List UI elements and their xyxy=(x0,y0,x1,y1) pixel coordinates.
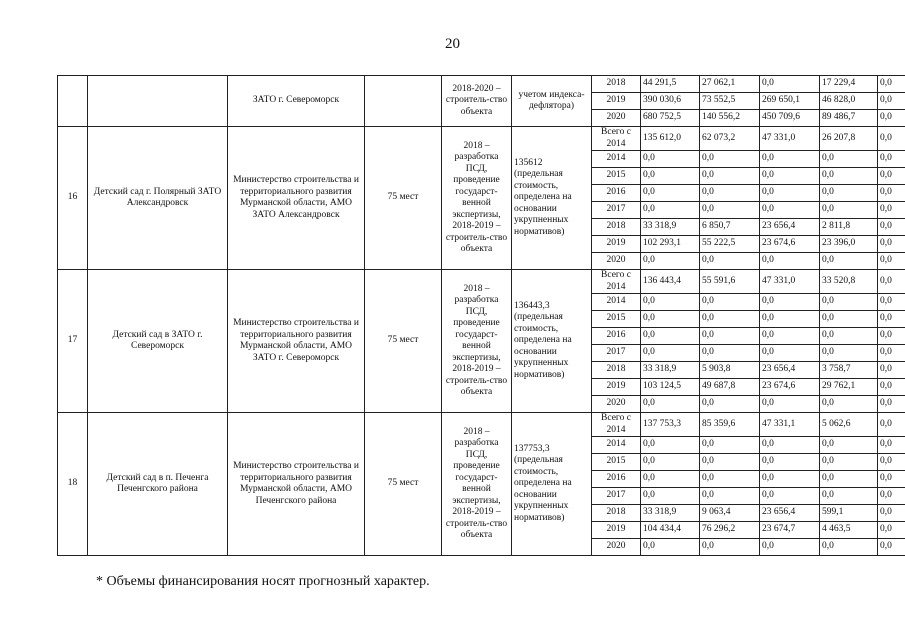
cost-cell: 137753,3 (предельная стоимость, определена на основании укрупненных нормативов) xyxy=(512,413,592,556)
year-cell: 2018 xyxy=(592,76,641,93)
customer-cell: Министерство строительства и территориального развития Мурманской области, АМО Печенгского района xyxy=(228,413,365,556)
customer-cell: Министерство строительства и территориального развития Мурманской области, АМО ЗАТО г. Североморск xyxy=(228,270,365,413)
value-cell: 0,0 xyxy=(641,328,700,345)
value-cell: 0,0 xyxy=(700,202,760,219)
value-cell: 23 674,6 xyxy=(760,236,820,253)
value-cell: 450 709,6 xyxy=(760,110,820,127)
year-cell: 2016 xyxy=(592,185,641,202)
value-cell: 0,0 xyxy=(878,311,905,328)
value-cell: 0,0 xyxy=(760,185,820,202)
value-cell: 0,0 xyxy=(700,151,760,168)
table-body xyxy=(58,76,905,556)
value-cell: 44 291,5 xyxy=(641,76,700,93)
value-cell: 269 650,1 xyxy=(760,93,820,110)
value-cell: 0,0 xyxy=(760,294,820,311)
value-cell: 0,0 xyxy=(760,76,820,93)
value-cell: 0,0 xyxy=(820,328,878,345)
value-cell: 47 331,1 xyxy=(760,413,820,437)
row-number-cell: 16 xyxy=(58,127,88,270)
value-cell: 0,0 xyxy=(820,311,878,328)
cost-cell: 135612 (предельная стоимость, определена на основании укрупненных нормативов) xyxy=(512,127,592,270)
value-cell: 23 674,7 xyxy=(760,522,820,539)
value-cell: 0,0 xyxy=(878,522,905,539)
year-cell: 2018 xyxy=(592,219,641,236)
value-cell: 0,0 xyxy=(760,488,820,505)
cost-cell: 136443,3 (предельная стоимость, определена на основании укрупненных нормативов) xyxy=(512,270,592,413)
table-row xyxy=(58,76,905,93)
value-cell: 0,0 xyxy=(878,488,905,505)
value-cell: 135 612,0 xyxy=(641,127,700,151)
value-cell: 0,0 xyxy=(700,328,760,345)
value-cell: 103 124,5 xyxy=(641,379,700,396)
value-cell: 27 062,1 xyxy=(700,76,760,93)
value-cell: 102 293,1 xyxy=(641,236,700,253)
value-cell: 0,0 xyxy=(820,202,878,219)
value-cell: 0,0 xyxy=(760,311,820,328)
page-number: 20 xyxy=(445,36,460,52)
value-cell: 33 318,9 xyxy=(641,362,700,379)
customer-cell: ЗАТО г. Североморск xyxy=(228,76,365,127)
value-cell: 0,0 xyxy=(878,168,905,185)
term-cell: 2018 – разработка ПСД, проведение государст-венной экспертизы, 2018-2019 – строитель-ство объекта xyxy=(442,270,512,413)
value-cell: 2 811,8 xyxy=(820,219,878,236)
value-cell: 62 073,2 xyxy=(700,127,760,151)
value-cell: 0,0 xyxy=(760,328,820,345)
term-cell: 2018 – разработка ПСД, проведение государст-венной экспертизы, 2018-2019 – строитель-ство объекта xyxy=(442,413,512,556)
financing-table xyxy=(57,75,905,556)
value-cell: 0,0 xyxy=(700,294,760,311)
value-cell: 5 062,6 xyxy=(820,413,878,437)
value-cell: 0,0 xyxy=(820,396,878,413)
value-cell: 0,0 xyxy=(641,202,700,219)
value-cell: 0,0 xyxy=(641,151,700,168)
term-cell: 2018-2020 – строитель-ство объекта xyxy=(442,76,512,127)
term-cell: 2018 – разработка ПСД, проведение государст-венной экспертизы, 2018-2019 – строитель-ство объекта xyxy=(442,127,512,270)
capacity-cell xyxy=(365,76,442,127)
value-cell: 0,0 xyxy=(878,345,905,362)
year-cell: 2018 xyxy=(592,362,641,379)
value-cell: 0,0 xyxy=(641,454,700,471)
value-cell: 0,0 xyxy=(820,454,878,471)
year-cell: Всего с 2014 xyxy=(592,413,641,437)
value-cell: 23 656,4 xyxy=(760,505,820,522)
value-cell: 73 552,5 xyxy=(700,93,760,110)
value-cell: 33 318,9 xyxy=(641,505,700,522)
value-cell: 0,0 xyxy=(878,413,905,437)
value-cell: 0,0 xyxy=(700,396,760,413)
value-cell: 0,0 xyxy=(878,539,905,556)
year-cell: Всего с 2014 xyxy=(592,270,641,294)
value-cell: 0,0 xyxy=(641,185,700,202)
value-cell: 0,0 xyxy=(700,454,760,471)
value-cell: 0,0 xyxy=(760,202,820,219)
value-cell: 104 434,4 xyxy=(641,522,700,539)
value-cell: 0,0 xyxy=(760,345,820,362)
year-cell: 2015 xyxy=(592,311,641,328)
customer-cell: Министерство строительства и территориального развития Мурманской области, АМО ЗАТО Александровск xyxy=(228,127,365,270)
value-cell: 0,0 xyxy=(700,345,760,362)
value-cell: 0,0 xyxy=(878,219,905,236)
value-cell: 0,0 xyxy=(641,471,700,488)
value-cell: 0,0 xyxy=(641,294,700,311)
value-cell: 0,0 xyxy=(820,345,878,362)
value-cell: 0,0 xyxy=(700,311,760,328)
value-cell: 680 752,5 xyxy=(641,110,700,127)
row-number-cell xyxy=(58,76,88,127)
value-cell: 29 762,1 xyxy=(820,379,878,396)
value-cell: 0,0 xyxy=(641,539,700,556)
value-cell: 6 850,7 xyxy=(700,219,760,236)
year-cell: 2014 xyxy=(592,294,641,311)
value-cell: 0,0 xyxy=(641,168,700,185)
value-cell: 0,0 xyxy=(641,345,700,362)
value-cell: 0,0 xyxy=(878,185,905,202)
footnote: * Объемы финансирования носят прогнозный характер. xyxy=(96,574,430,589)
object-name-cell xyxy=(88,76,228,127)
value-cell: 0,0 xyxy=(878,151,905,168)
year-cell: 2019 xyxy=(592,236,641,253)
year-cell: 2020 xyxy=(592,110,641,127)
value-cell: 0,0 xyxy=(760,539,820,556)
value-cell: 26 207,8 xyxy=(820,127,878,151)
value-cell: 0,0 xyxy=(700,471,760,488)
value-cell: 0,0 xyxy=(760,253,820,270)
value-cell: 0,0 xyxy=(641,396,700,413)
year-cell: 2017 xyxy=(592,345,641,362)
value-cell: 55 222,5 xyxy=(700,236,760,253)
year-cell: Всего с 2014 xyxy=(592,127,641,151)
value-cell: 0,0 xyxy=(700,539,760,556)
value-cell: 0,0 xyxy=(700,488,760,505)
value-cell: 85 359,6 xyxy=(700,413,760,437)
value-cell: 0,0 xyxy=(878,93,905,110)
value-cell: 0,0 xyxy=(878,379,905,396)
value-cell: 0,0 xyxy=(700,168,760,185)
row-number-cell: 17 xyxy=(58,270,88,413)
value-cell: 140 556,2 xyxy=(700,110,760,127)
object-name-cell: Детский сад в ЗАТО г. Североморск xyxy=(88,270,228,413)
year-cell: 2014 xyxy=(592,151,641,168)
value-cell: 599,1 xyxy=(820,505,878,522)
value-cell: 0,0 xyxy=(760,437,820,454)
value-cell: 76 296,2 xyxy=(700,522,760,539)
value-cell: 0,0 xyxy=(878,76,905,93)
object-name-cell: Детский сад г. Полярный ЗАТО Александровск xyxy=(88,127,228,270)
year-cell: 2019 xyxy=(592,522,641,539)
cost-cell: учетом индекса-дефлятора) xyxy=(512,76,592,127)
value-cell: 47 331,0 xyxy=(760,127,820,151)
value-cell: 0,0 xyxy=(878,437,905,454)
value-cell: 0,0 xyxy=(641,437,700,454)
value-cell: 0,0 xyxy=(641,311,700,328)
year-cell: 2018 xyxy=(592,505,641,522)
value-cell: 0,0 xyxy=(878,454,905,471)
value-cell: 0,0 xyxy=(700,253,760,270)
value-cell: 49 687,8 xyxy=(700,379,760,396)
value-cell: 0,0 xyxy=(878,236,905,253)
value-cell: 0,0 xyxy=(820,471,878,488)
value-cell: 0,0 xyxy=(700,185,760,202)
value-cell: 0,0 xyxy=(878,127,905,151)
year-cell: 2015 xyxy=(592,454,641,471)
value-cell: 47 331,0 xyxy=(760,270,820,294)
value-cell: 23 656,4 xyxy=(760,362,820,379)
value-cell: 0,0 xyxy=(820,185,878,202)
value-cell: 23 396,0 xyxy=(820,236,878,253)
value-cell: 17 229,4 xyxy=(820,76,878,93)
value-cell: 0,0 xyxy=(760,471,820,488)
value-cell: 33 520,8 xyxy=(820,270,878,294)
value-cell: 0,0 xyxy=(878,328,905,345)
value-cell: 0,0 xyxy=(878,362,905,379)
table-row xyxy=(58,413,905,437)
value-cell: 33 318,9 xyxy=(641,219,700,236)
capacity-cell: 75 мест xyxy=(365,413,442,556)
year-cell: 2017 xyxy=(592,202,641,219)
year-cell: 2020 xyxy=(592,396,641,413)
value-cell: 0,0 xyxy=(820,294,878,311)
value-cell: 0,0 xyxy=(820,539,878,556)
value-cell: 0,0 xyxy=(878,471,905,488)
year-cell: 2019 xyxy=(592,379,641,396)
value-cell: 0,0 xyxy=(878,253,905,270)
value-cell: 0,0 xyxy=(878,110,905,127)
table-row xyxy=(58,127,905,151)
value-cell: 0,0 xyxy=(641,253,700,270)
value-cell: 4 463,5 xyxy=(820,522,878,539)
year-cell: 2014 xyxy=(592,437,641,454)
value-cell: 9 063,4 xyxy=(700,505,760,522)
value-cell: 0,0 xyxy=(878,505,905,522)
value-cell: 0,0 xyxy=(878,270,905,294)
value-cell: 3 758,7 xyxy=(820,362,878,379)
year-cell: 2015 xyxy=(592,168,641,185)
value-cell: 0,0 xyxy=(700,437,760,454)
value-cell: 0,0 xyxy=(878,396,905,413)
value-cell: 5 903,8 xyxy=(700,362,760,379)
value-cell: 46 828,0 xyxy=(820,93,878,110)
year-cell: 2017 xyxy=(592,488,641,505)
value-cell: 89 486,7 xyxy=(820,110,878,127)
year-cell: 2020 xyxy=(592,539,641,556)
value-cell: 0,0 xyxy=(760,396,820,413)
value-cell: 0,0 xyxy=(760,454,820,471)
value-cell: 136 443,4 xyxy=(641,270,700,294)
value-cell: 0,0 xyxy=(760,168,820,185)
value-cell: 390 030,6 xyxy=(641,93,700,110)
object-name-cell: Детский сад в п. Печенга Печенгского района xyxy=(88,413,228,556)
value-cell: 0,0 xyxy=(820,253,878,270)
value-cell: 0,0 xyxy=(820,168,878,185)
value-cell: 55 591,6 xyxy=(700,270,760,294)
value-cell: 0,0 xyxy=(820,488,878,505)
year-cell: 2016 xyxy=(592,471,641,488)
value-cell: 0,0 xyxy=(878,202,905,219)
table-row xyxy=(58,270,905,294)
year-cell: 2020 xyxy=(592,253,641,270)
capacity-cell: 75 мест xyxy=(365,127,442,270)
value-cell: 0,0 xyxy=(760,151,820,168)
year-cell: 2019 xyxy=(592,93,641,110)
year-cell: 2016 xyxy=(592,328,641,345)
value-cell: 0,0 xyxy=(820,437,878,454)
value-cell: 137 753,3 xyxy=(641,413,700,437)
capacity-cell: 75 мест xyxy=(365,270,442,413)
value-cell: 23 674,6 xyxy=(760,379,820,396)
value-cell: 0,0 xyxy=(820,151,878,168)
value-cell: 0,0 xyxy=(641,488,700,505)
value-cell: 23 656,4 xyxy=(760,219,820,236)
value-cell: 0,0 xyxy=(878,294,905,311)
row-number-cell: 18 xyxy=(58,413,88,556)
